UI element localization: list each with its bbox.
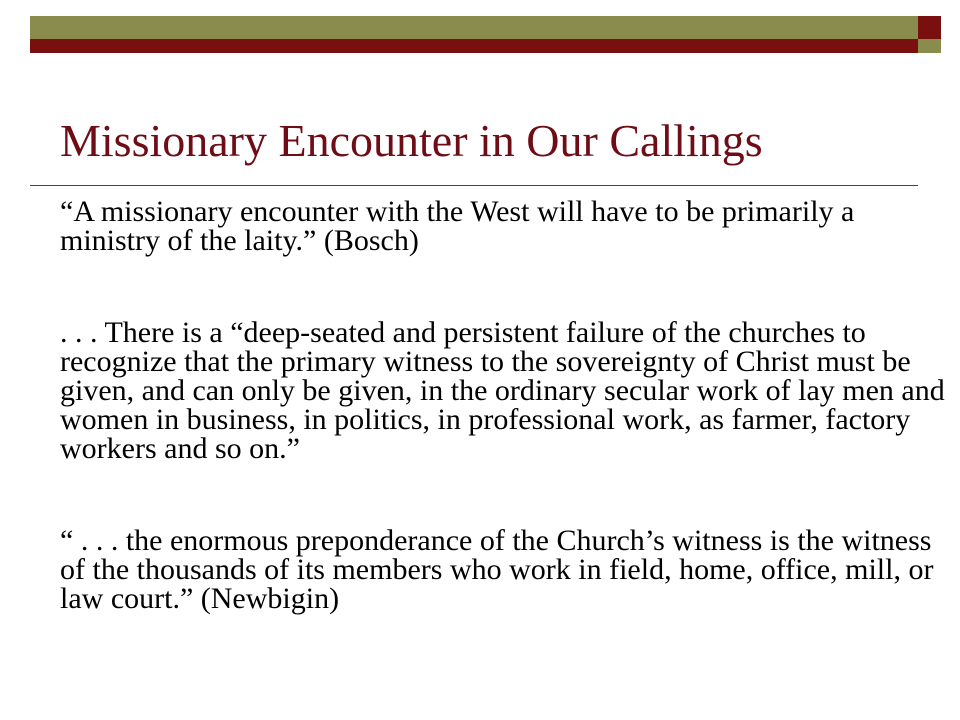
header-maroon-stripe xyxy=(30,39,918,53)
title-divider xyxy=(30,185,918,186)
slide-body xyxy=(60,197,950,613)
quote-failure-of-churches: . . . There is a “deep-seated and persistent failure of the churches to recognize that the primary witness to the sovereignty of Christ must be given, and can only be given, in the ordinary secular work of lay men and women in business, in politics, in professional work, as farmer, factory workers and so on.” xyxy=(60,316,945,465)
header-olive-stripe xyxy=(30,16,918,39)
corner-olive-square xyxy=(918,39,941,53)
slide-title: Missionary Encounter in Our Callings xyxy=(60,115,763,166)
quote-bosch: “A missionary encounter with the West will have to be primarily a ministry of the laity.” (Bosch) xyxy=(60,195,855,257)
corner-maroon-square xyxy=(918,16,941,39)
quote-newbigin: “ . . . the enormous preponderance of the Church’s witness is the witness of the thousands of its members who work in field, home, office, mill, or law court.” (Newbigin) xyxy=(60,524,934,615)
header-decoration-bar xyxy=(0,16,942,53)
